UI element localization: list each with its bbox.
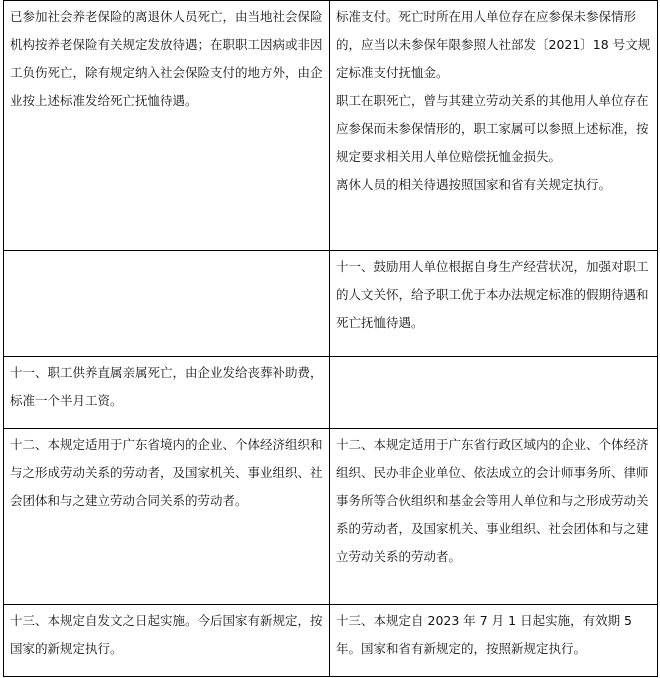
article-number: 十三、 xyxy=(336,613,374,628)
old-provision-text: 十一、职工供养直属亲属死亡，由企业发给丧葬补助费，标准一个半月工资。 xyxy=(10,365,323,408)
new-provision-text: 职工在职死亡，曾与其建立劳动关系的其他用人单位存在应参保而未参保情形的，职工家属可以参照上述标准，按规定要求相关用人单位赔偿抚恤金损失。 xyxy=(336,93,649,164)
new-provision-text: 离休人员的相关待遇按照国家和省有关规定执行。 xyxy=(336,177,612,192)
new-provision-cell xyxy=(330,429,658,605)
new-provision-text: 十一、鼓励用人单位根据自身生产经营状况，加强对职工的人文关怀，给予职工优于本办法规定标准的假期待遇和死亡抚恤待遇。 xyxy=(336,259,649,330)
new-provision-tail: 国家和省有新规定的，按照新规定执行。 xyxy=(361,641,587,656)
old-provision-text: 十三、本规定自发文之日起实施。今后国家有新规定，按国家的新规定执行。 xyxy=(10,613,323,656)
new-provision-text: 标准支付。死亡时所在用人单位存在应参保未参保情形的，应当以未参保年限参照人社部发〔2021〕18 号文规定标准支付抚恤金。 xyxy=(336,9,651,80)
table-row xyxy=(4,357,658,429)
new-provision-cell xyxy=(330,605,658,677)
new-provision-cell-empty xyxy=(330,357,658,429)
new-provision-cell xyxy=(330,1,658,251)
effective-date-text: 本规定自 2023 年 7 月 1 日起实施，有效期 5 年。 xyxy=(336,613,633,656)
table-row xyxy=(4,605,658,677)
old-provision-cell xyxy=(4,357,330,429)
old-provision-cell xyxy=(4,429,330,605)
table-row xyxy=(4,429,658,605)
table-row xyxy=(4,1,658,251)
table-row xyxy=(4,251,658,357)
comparison-table xyxy=(3,0,658,677)
new-provision-cell xyxy=(330,251,658,357)
old-provision-cell-empty xyxy=(4,251,330,357)
old-provision-cell xyxy=(4,605,330,677)
new-provision-text xyxy=(336,607,652,663)
new-provision-text: 十二、本规定适用于广东省行政区域内的企业、个体经济组织、民办非企业单位、依法成立的会计师事务所、律师事务所等合伙组织和基金会等用人单位和与之形成劳动关系的劳动者，及国家机关、事业组织、社会团体和与之建立劳动关系的劳动者。 xyxy=(336,437,649,564)
old-provision-text: 已参加社会养老保险的离退休人员死亡，由当地社会保险机构按养老保险有关规定发放待遇；在职职工因病或非因工负伤死亡，除有规定纳入社会保险支付的地方外，由企业按上述标准发给死亡抚恤待遇。 xyxy=(10,9,323,108)
old-provision-cell xyxy=(4,1,330,251)
old-provision-text: 十二、本规定适用于广东省境内的企业、个体经济组织和与之形成劳动关系的劳动者，及国家机关、事业组织、社会团体和与之建立劳动合同关系的劳动者。 xyxy=(10,437,323,508)
